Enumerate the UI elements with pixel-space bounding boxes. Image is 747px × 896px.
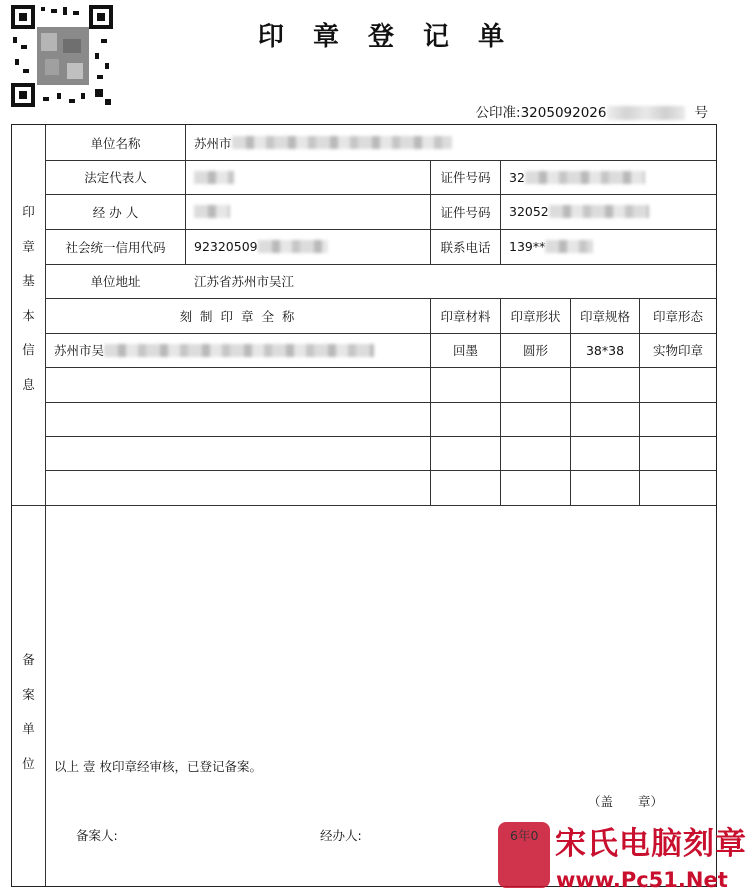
- serial-number: [476, 101, 708, 121]
- grid-line: [45, 367, 716, 368]
- section-char: 息: [22, 376, 35, 392]
- section-char: 信: [22, 342, 35, 357]
- section-char: 备: [22, 652, 35, 667]
- value-id-no-2: [501, 194, 716, 229]
- seal-header-spec: 印章规格: [579, 308, 630, 324]
- value-phone: [501, 229, 716, 264]
- section-char: 基: [22, 273, 35, 288]
- section-char: 章: [22, 238, 35, 254]
- redacted-serial: [607, 106, 685, 120]
- label-handler: 经 办 人: [92, 204, 139, 220]
- value-credit-code: [186, 229, 430, 264]
- section-separator: [12, 505, 716, 506]
- stamp-note: （盖 章）: [588, 794, 664, 809]
- label-credit-code: 社会统一信用代码: [65, 239, 166, 255]
- label-id-no: 证件号码: [440, 170, 491, 185]
- phone-text: 139**: [509, 239, 546, 254]
- serial-prefix: 公印准:3205092026: [475, 105, 607, 121]
- seal-row-spec: 38*38: [585, 342, 625, 358]
- redacted-phone: [545, 240, 593, 253]
- redacted-handler: [194, 205, 230, 218]
- seal-header-shape: 印章形状: [510, 308, 561, 324]
- seal-header-form: 印章形态: [652, 308, 703, 324]
- seal-header-material: 印章材料: [440, 308, 491, 324]
- seal-row-material: 回墨: [452, 343, 478, 358]
- value-unit-name: [186, 125, 716, 160]
- section-char: 本: [22, 307, 35, 323]
- watermark-brand: 宋氏电脑刻章: [555, 826, 747, 862]
- redacted-id-no: [525, 171, 645, 184]
- seal-name-text: 苏州市吴: [54, 343, 105, 358]
- value-address: 江苏省苏州市吴江: [194, 274, 295, 289]
- unit-name-text: 苏州市: [194, 135, 232, 151]
- redacted-credit-code: [258, 240, 328, 253]
- redacted-seal-name: [104, 344, 374, 357]
- value-handler: [186, 194, 430, 229]
- label-id-no-2: 证件号码: [440, 204, 491, 220]
- label-unit-name: 单位名称: [90, 135, 141, 151]
- seal-row-form: 实物印章: [652, 343, 703, 358]
- label-legal-rep: 法定代表人: [84, 170, 147, 185]
- redacted-unit-name: [232, 136, 452, 149]
- handler-label: 经办人:: [320, 828, 362, 843]
- section-char: 单: [22, 721, 35, 736]
- registration-form: [11, 124, 717, 887]
- value-id-no: [501, 160, 716, 194]
- section-char: 案: [22, 686, 35, 702]
- seal-header-name: 刻 制 印 章 全 称: [179, 308, 297, 324]
- watermark-url: www.Pc51.Net: [556, 868, 728, 892]
- seal-row-shape: 圆形: [522, 343, 548, 358]
- redacted-legal-rep: [194, 171, 234, 184]
- redacted-id-no-2: [549, 205, 649, 218]
- document-title: 印 章 登 记 单: [257, 22, 515, 52]
- section-char: 位: [22, 755, 35, 771]
- seal-row-name: [46, 333, 430, 367]
- grid-line: [45, 470, 716, 471]
- filing-date: 6年0: [510, 828, 539, 843]
- value-legal-rep: [186, 160, 430, 194]
- grid-line: [45, 436, 716, 437]
- label-phone: 联系电话: [440, 239, 491, 255]
- section-title-filing-unit: [12, 643, 45, 781]
- label-address: 单位地址: [90, 274, 141, 289]
- filing-statement: 以上 壹 枚印章经审核，已登记备案。: [54, 759, 262, 774]
- id-no-2-text: 32052: [509, 204, 549, 219]
- section-char: 印: [22, 204, 35, 219]
- id-no-text: 32: [509, 169, 525, 185]
- filer-label: 备案人:: [76, 828, 118, 843]
- credit-code-text: 92320509: [194, 239, 258, 254]
- grid-line: [45, 402, 716, 403]
- serial-suffix: 号: [694, 105, 708, 121]
- section-title-basic-info: [12, 195, 45, 402]
